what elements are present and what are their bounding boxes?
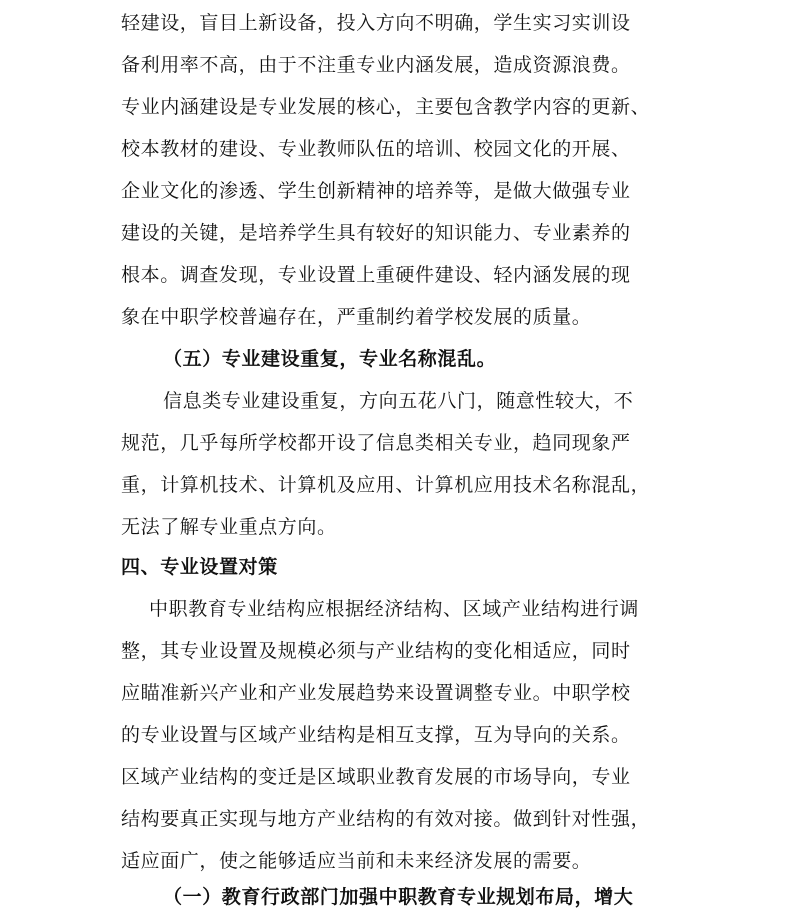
- paragraph-line: 整，其专业设置及规模必须与产业结构的变化相适应，同时: [121, 640, 631, 662]
- paragraph-line: 校本教材的建设、专业教师队伍的培训、校园文化的开展、: [121, 138, 631, 160]
- paragraph-line: 适应面广，使之能够适应当前和未来经济发展的需要。: [121, 850, 592, 872]
- paragraph-line: 企业文化的渗透、学生创新精神的培养等，是做大做强专业: [121, 180, 631, 202]
- paragraph-line: 应瞄准新兴产业和产业发展趋势来设置调整专业。中职学校: [121, 682, 631, 704]
- paragraph-line: 规范，几乎每所学校都开设了信息类相关专业，趋同现象严: [121, 432, 631, 454]
- section-heading-5: （五）专业建设重复，专业名称混乱。: [163, 348, 497, 370]
- paragraph-line: 根本。调查发现，专业设置上重硬件建设、轻内涵发展的现: [121, 264, 631, 286]
- paragraph-line: 结构要真正实现与地方产业结构的有效对接。做到针对性强，: [121, 808, 651, 830]
- paragraph-line: 区域产业结构的变迁是区域职业教育发展的市场导向，专业: [121, 766, 631, 788]
- paragraph-line: 轻建设，盲目上新设备，投入方向不明确，学生实习实训设: [121, 12, 631, 34]
- chapter-heading-4: 四、专业设置对策: [121, 556, 278, 578]
- paragraph-line: 象在中职学校普遍存在，严重制约着学校发展的质量。: [121, 306, 592, 328]
- section-heading-1: （一）教育行政部门加强中职教育专业规划布局，增大: [163, 886, 634, 908]
- paragraph-line: 重，计算机技术、计算机及应用、计算机应用技术名称混乱，: [121, 474, 651, 496]
- paragraph-line: 专业内涵建设是专业发展的核心，主要包含教学内容的更新、: [121, 96, 651, 118]
- paragraph-line: 信息类专业建设重复，方向五花八门，随意性较大，不: [163, 390, 634, 412]
- paragraph-line: 中职教育专业结构应根据经济结构、区域产业结构进行调: [149, 598, 640, 620]
- paragraph-line: 的专业设置与区域产业结构是相互支撑，互为导向的关系。: [121, 724, 631, 746]
- paragraph-line: 无法了解专业重点方向。: [121, 516, 337, 538]
- paragraph-line: 建设的关键，是培养学生具有较好的知识能力、专业素养的: [121, 222, 631, 244]
- paragraph-line: 备利用率不高，由于不注重专业内涵发展，造成资源浪费。: [121, 54, 631, 76]
